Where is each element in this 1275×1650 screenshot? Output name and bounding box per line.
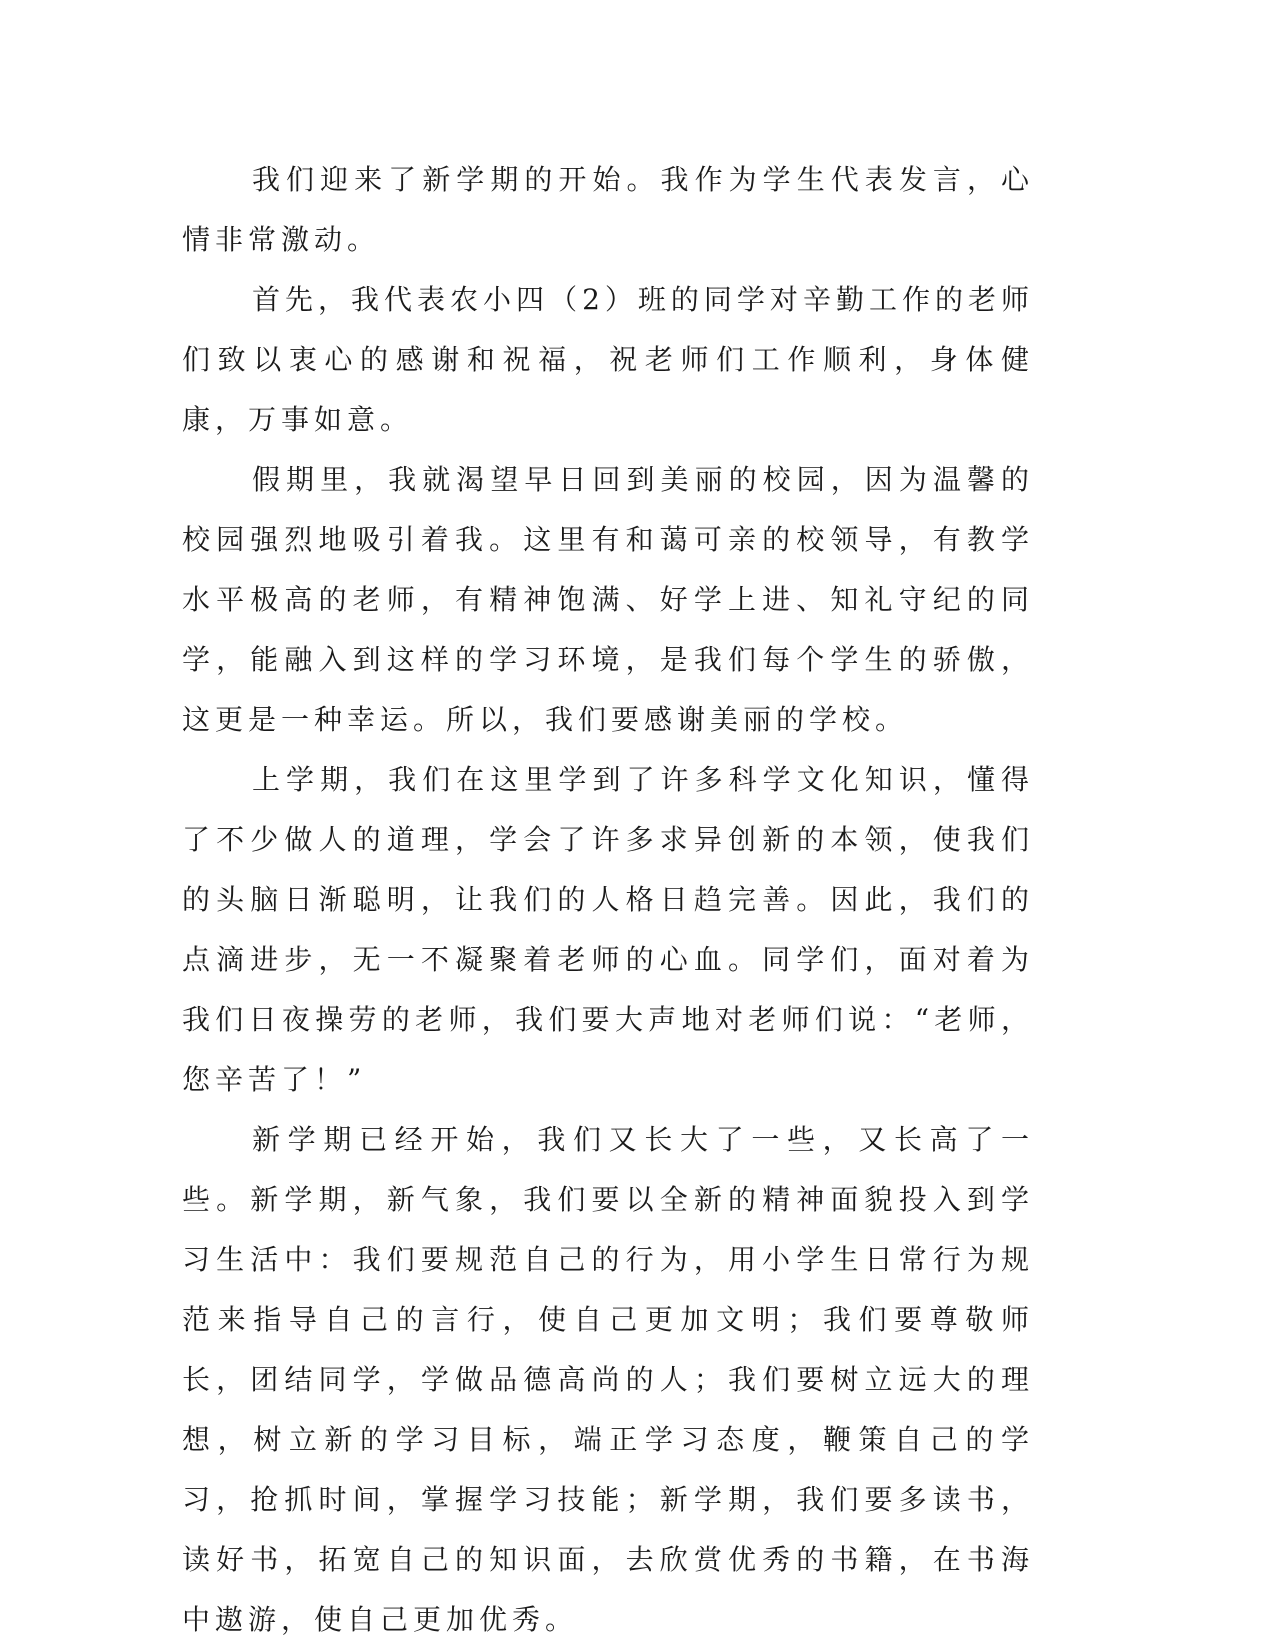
paragraph-opening: 我们迎来了新学期的开始。我作为学生代表发言，心情非常激动。 bbox=[182, 163, 1034, 256]
paragraph-school-campus: 假期里，我就渴望早日回到美丽的校园，因为温馨的校园强烈地吸引着我。这里有和蔼可亲的校领导，有教学水平极高的老师，有精神饱满、好学上进、知礼守纪的同学，能融入到这样的学习环境，是我们每个学生的骄傲，这更是一种幸运。所以，我们要感谢美丽的学校。 bbox=[182, 463, 1034, 736]
document-body bbox=[182, 150, 1034, 1650]
paragraph-thanks-teachers: 首先，我代表农小四（2）班的同学对辛勤工作的老师们致以衷心的感谢和祝福，祝老师们工作顺利，身体健康，万事如意。 bbox=[182, 283, 1034, 436]
paragraph-new-semester: 新学期已经开始，我们又长大了一些，又长高了一些。新学期，新气象，我们要以全新的精神面貌投入到学习生活中：我们要规范自己的行为，用小学生日常行为规范来指导自己的言行，使自己更加文明；我们要尊敬师长，团结同学，学做品德高尚的人；我们要树立远大的理想，树立新的学习目标，端正学习态度，鞭策自己的学习，抢抓时间，掌握学习技能；新学期，我们要多读书，读好书，拓宽自己的知识面，去欣赏优秀的书籍，在书海中遨游，使自己更加优秀。 bbox=[182, 1123, 1034, 1636]
paragraph-last-semester: 上学期，我们在这里学到了许多科学文化知识，懂得了不少做人的道理，学会了许多求异创新的本领，使我们的头脑日渐聪明，让我们的人格日趋完善。因此，我们的点滴进步，无一不凝聚着老师的心血。同学们，面对着为我们日夜操劳的老师，我们要大声地对老师们说：“老师，您辛苦了！” bbox=[182, 763, 1034, 1096]
